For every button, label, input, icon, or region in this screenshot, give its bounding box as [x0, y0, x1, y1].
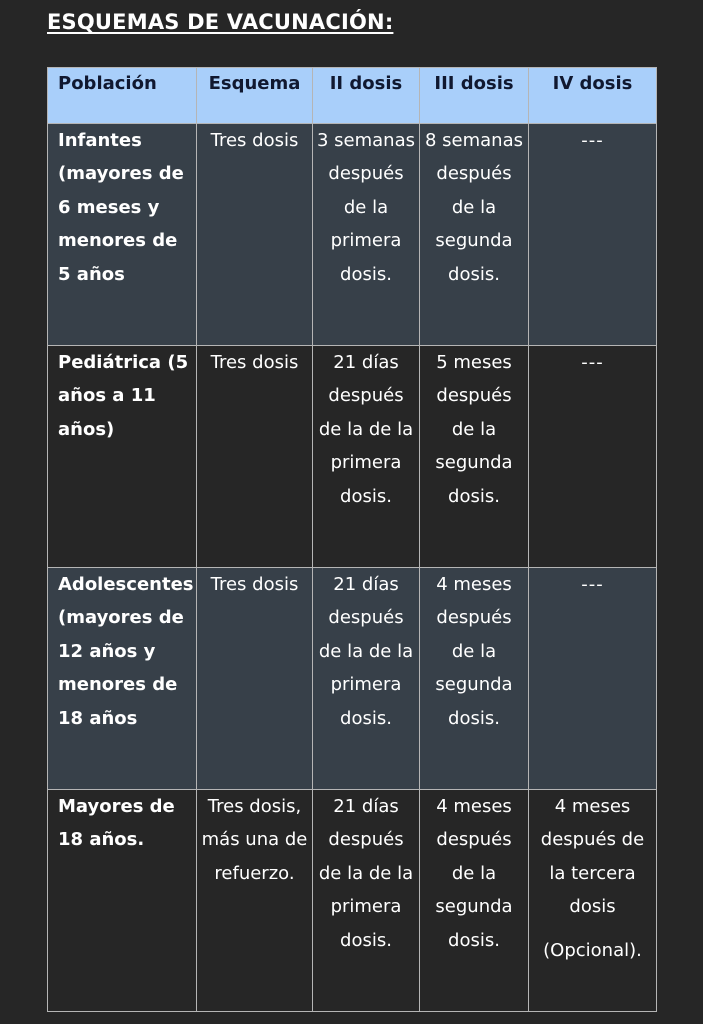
population-cell: Mayores de 18 años. — [48, 790, 197, 1012]
dose-4-cell — [529, 790, 657, 1012]
table-row — [48, 346, 657, 568]
dose-4-text: 4 meses después de la tercera dosis — [540, 796, 645, 918]
dose-3-cell: 5 meses después de la segunda dosis. — [420, 346, 529, 568]
vaccination-schemes-table — [47, 67, 657, 1012]
header-dose-4: IV dosis — [529, 68, 657, 124]
page-title: ESQUEMAS DE VACUNACIÓN: — [47, 10, 394, 34]
dose-3-cell: 8 semanas después de la segunda dosis. — [420, 124, 529, 346]
population-cell: Infantes (mayores de 6 meses y menores de 5 años — [48, 124, 197, 346]
dose-4-cell: --- — [529, 346, 657, 568]
population-cell: Pediátrica (5 años a 11 años) — [48, 346, 197, 568]
header-dose-2: II dosis — [313, 68, 420, 124]
table-row — [48, 568, 657, 790]
table-row — [48, 124, 657, 346]
population-cell: Adolescentes (mayores de 12 años y menores de 18 años — [48, 568, 197, 790]
scheme-cell: Tres dosis — [197, 124, 313, 346]
optional-note: (Opcional). — [543, 939, 642, 961]
dose-3-cell: 4 meses después de la segunda dosis. — [420, 790, 529, 1012]
dose-2-cell: 21 días después de la de la primera dosis. — [313, 790, 420, 1012]
dose-2-cell: 21 días después de la de la primera dosis. — [313, 568, 420, 790]
table-row — [48, 790, 657, 1012]
dose-2-cell: 21 días después de la de la primera dosis. — [313, 346, 420, 568]
scheme-cell: Tres dosis — [197, 346, 313, 568]
header-population: Población — [48, 68, 197, 124]
dose-3-cell: 4 meses después de la segunda dosis. — [420, 568, 529, 790]
scheme-cell: Tres dosis, más una de refuerzo. — [197, 790, 313, 1012]
header-scheme: Esquema — [197, 68, 313, 124]
header-dose-3: III dosis — [420, 68, 529, 124]
dose-2-cell: 3 semanas después de la primera dosis. — [313, 124, 420, 346]
scheme-cell: Tres dosis — [197, 568, 313, 790]
dose-4-cell: --- — [529, 568, 657, 790]
dose-4-cell: --- — [529, 124, 657, 346]
table-header-row — [48, 68, 657, 124]
